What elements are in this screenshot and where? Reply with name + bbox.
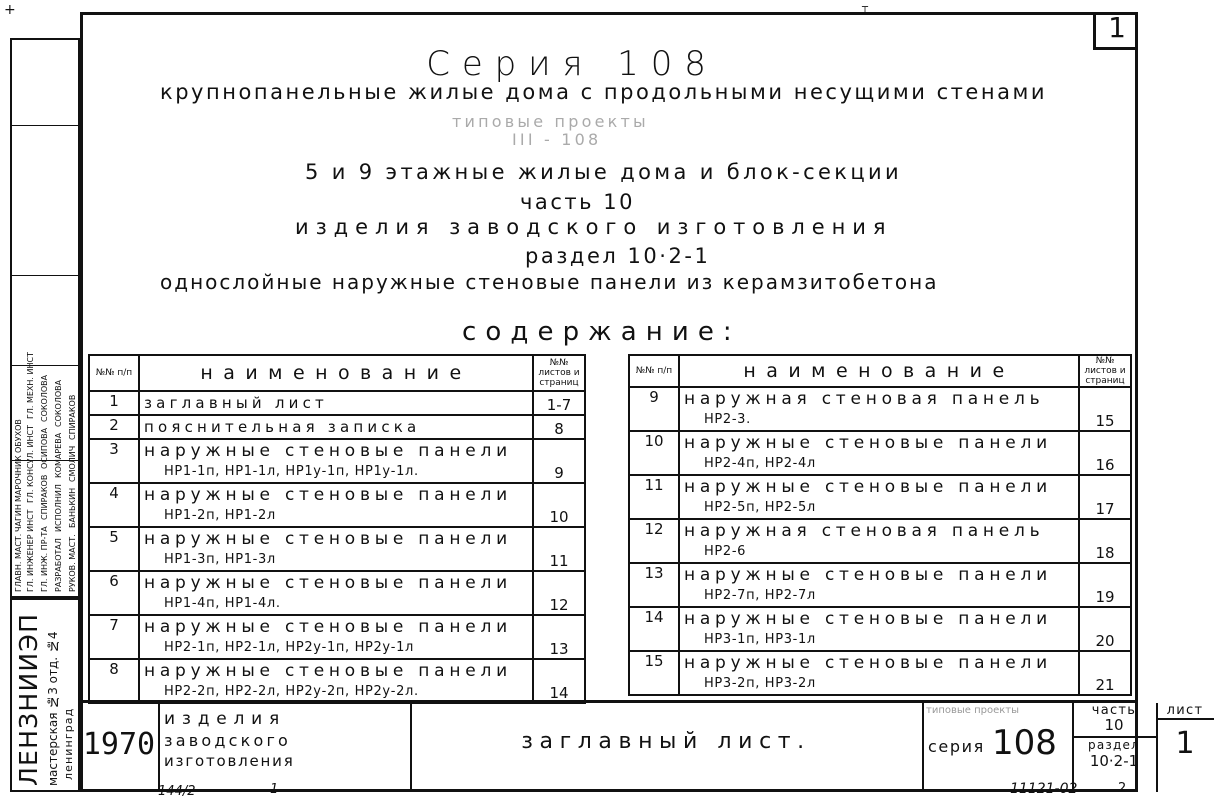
table-row <box>89 391 585 415</box>
side-role: РАЗРАБОТАЛ <box>54 538 63 592</box>
table-row <box>89 571 585 615</box>
row-name: наружные стеновые панели <box>684 477 1052 497</box>
series-faint-label: типовые проекты <box>926 705 1020 716</box>
title-block <box>80 700 1204 792</box>
row-cell <box>679 519 1079 563</box>
row-number: 6 <box>89 571 139 615</box>
side-role: ГЛАВН. МАСТ. <box>14 533 23 592</box>
row-name: наружные стеновые панели <box>684 609 1052 629</box>
org-block <box>10 598 80 792</box>
side-name: ОБУХОВ <box>14 419 23 454</box>
row-page: 8 <box>533 415 585 439</box>
row-name: наружная стеновая панель <box>684 389 1045 409</box>
row-sub: НР1-4п, НР1-4л. <box>164 596 281 611</box>
row-page: 13 <box>533 615 585 659</box>
section-title: раздел 10·2-1 <box>525 244 711 268</box>
row-number: 7 <box>89 615 139 659</box>
section-number: 10·2-1 <box>1089 752 1139 770</box>
table-row <box>89 615 585 659</box>
row-sub: НР2-3. <box>704 412 751 427</box>
subtitle-line4: однослойные наружные стеновые панели из керамзитобетона <box>160 270 939 294</box>
row-number: 10 <box>629 431 679 475</box>
row-name: наружные стеновые панели <box>684 653 1052 673</box>
header-pages: №№ листов и страниц <box>533 355 585 391</box>
side-rows-4 <box>54 44 63 592</box>
table-row <box>89 483 585 527</box>
contents-heading: содержание: <box>462 317 741 347</box>
series-number: 108 <box>992 723 1057 763</box>
product-line3: изготовления <box>164 752 295 770</box>
org-name: ЛЕНЗНИИЭП <box>14 612 43 786</box>
row-cell <box>139 615 533 659</box>
corner-mark-left: + <box>4 2 16 18</box>
org-city: ленинград <box>62 707 75 780</box>
row-name: наружные стеновые панели <box>144 661 512 681</box>
header-name: наименование <box>139 355 533 391</box>
side-name: ОСИПОВА <box>40 427 49 469</box>
table-row <box>629 519 1131 563</box>
row-sub: НР3-2п, НР3-2л <box>704 676 816 691</box>
side-name: СОКОЛОВА <box>54 379 63 427</box>
sheet-title-cell <box>410 703 924 792</box>
row-page: 20 <box>1079 607 1131 651</box>
header-pages: №№ листов и страниц <box>1079 355 1131 387</box>
sheet-title: заглавный лист. <box>521 729 811 754</box>
row-number: 11 <box>629 475 679 519</box>
footer-left-note: 144/2 <box>158 784 196 799</box>
side-role: ГЛ. МЕХН. ИНСТ <box>26 352 35 420</box>
row-cell <box>679 475 1079 519</box>
product-cell <box>158 703 412 792</box>
row-page: 15 <box>1079 387 1131 431</box>
row-cell <box>679 651 1079 695</box>
row-page: 17 <box>1079 475 1131 519</box>
row-page: 14 <box>533 659 585 703</box>
section-label: раздел <box>1088 738 1140 752</box>
row-number: 15 <box>629 651 679 695</box>
row-page: 11 <box>533 527 585 571</box>
faint-title-1: типовые проекты <box>452 112 649 131</box>
side-rows-2 <box>26 44 35 592</box>
subtitle-line1: крупнопанельные жилые дома с продольными несущими стенами <box>160 80 1048 104</box>
row-page: 18 <box>1079 519 1131 563</box>
table-row <box>629 607 1131 651</box>
row-page: 1-7 <box>533 391 585 415</box>
side-name: СМОЛИЧ <box>68 445 77 483</box>
row-sub: НР2-1п, НР2-1л, НР2у-1п, НР2у-1л <box>164 640 414 655</box>
row-number: 2 <box>89 415 139 439</box>
row-name: наружные стеновые панели <box>144 485 512 505</box>
side-role: ИСПОЛНИЛ <box>54 484 63 533</box>
side-name: БАНЬКИН <box>68 488 77 529</box>
table-row <box>89 659 585 703</box>
row-name: наружные стеновые панели <box>684 565 1052 585</box>
row-sub: НР2-7п, НР2-7л <box>704 588 816 603</box>
row-number: 12 <box>629 519 679 563</box>
table-row <box>629 651 1131 695</box>
part-cell <box>1072 703 1158 792</box>
subtitle-line3: изделия заводского изготовления <box>295 215 893 239</box>
row-page: 21 <box>1079 651 1131 695</box>
row-sub: НР2-4п, НР2-4л <box>704 456 816 471</box>
org-dept: мастерская №3 отд. №4 <box>46 631 60 786</box>
row-number: 3 <box>89 439 139 483</box>
side-role: ГЛ. ИНЖЕНЕР ИНСТ <box>26 509 35 592</box>
subtitle-line2: 5 и 9 этажные жилые дома и блок-секции <box>305 160 902 184</box>
row-number: 13 <box>629 563 679 607</box>
row-page: 10 <box>533 483 585 527</box>
row-number: 8 <box>89 659 139 703</box>
table-row <box>89 527 585 571</box>
row-sub: НР1-2п, НР1-2л <box>164 508 276 523</box>
row-page: 16 <box>1079 431 1131 475</box>
footer-mid-note: 1 <box>270 782 279 797</box>
row-cell <box>139 439 533 483</box>
table-row <box>629 387 1131 431</box>
row-cell <box>679 563 1079 607</box>
corner-mark-right: ┬ <box>862 2 869 13</box>
row-sub: НР3-1п, НР3-1л <box>704 632 816 647</box>
row-name: наружные стеновые панели <box>684 433 1052 453</box>
row-cell <box>679 607 1079 651</box>
part-number: 10 <box>1104 716 1124 734</box>
side-rows-3 <box>40 44 49 592</box>
row-page: 9 <box>533 439 585 483</box>
header-num: №№ п/п <box>89 355 139 391</box>
part-title: часть 10 <box>520 190 635 214</box>
row-cell <box>139 659 533 703</box>
row-cell <box>679 387 1079 431</box>
row-sub: НР1-3п, НР1-3л <box>164 552 276 567</box>
series-cell <box>922 703 1074 792</box>
row-name: наружные стеновые панели <box>144 441 512 461</box>
table-header <box>89 355 585 391</box>
side-role: ГЛ. ИНЖ. ПР-ТА <box>40 526 49 592</box>
header-num: №№ п/п <box>629 355 679 387</box>
row-cell <box>139 527 533 571</box>
table-row <box>89 439 585 483</box>
side-name: ЧАГИН <box>14 503 23 532</box>
side-name: СОКОЛОВА <box>40 374 49 422</box>
row-page: 19 <box>1079 563 1131 607</box>
footer-corner-note: 2 <box>1118 781 1127 796</box>
list-cell <box>1156 703 1214 792</box>
list-number: 1 <box>1175 726 1195 761</box>
table-row <box>629 475 1131 519</box>
row-page: 12 <box>533 571 585 615</box>
row-number: 9 <box>629 387 679 431</box>
row-name: пояснительная записка <box>139 415 533 439</box>
side-signature-block <box>10 38 80 598</box>
row-cell <box>679 431 1079 475</box>
contents-table-left <box>88 354 586 704</box>
contents-table-right <box>628 354 1132 696</box>
row-cell <box>139 571 533 615</box>
year-cell <box>80 703 160 792</box>
side-role: ГЛ. КОНСУЛ. ИНСТ <box>26 425 35 504</box>
faint-title-2: III - 108 <box>512 130 602 149</box>
year: 1970 <box>82 727 156 762</box>
side-rows-5 <box>68 44 77 592</box>
part-label: часть <box>1091 703 1137 718</box>
side-name: МАРОЧНИК <box>14 455 23 502</box>
table-row <box>89 415 585 439</box>
row-name: наружная стеновая панель <box>684 521 1045 541</box>
side-name: СПИРАКОВ <box>40 474 49 521</box>
table-row <box>629 563 1131 607</box>
row-sub: НР2-2п, НР2-2л, НР2у-2п, НР2у-2л. <box>164 684 419 699</box>
row-number: 14 <box>629 607 679 651</box>
table-row <box>629 431 1131 475</box>
footer-right-note: 11121-02 <box>1010 781 1078 797</box>
row-name: наружные стеновые панели <box>144 573 512 593</box>
side-rows <box>14 44 23 592</box>
row-cell <box>139 483 533 527</box>
side-role: РУКОВ. МАСТ. <box>68 534 77 592</box>
row-number: 4 <box>89 483 139 527</box>
sheet-number: 1 <box>1108 11 1126 44</box>
row-name: наружные стеновые панели <box>144 529 512 549</box>
product-line2: заводского <box>164 731 292 750</box>
side-name: КОМАРЕВА <box>54 432 63 479</box>
product-line1: изделия <box>164 709 287 729</box>
row-sub: НР2-6 <box>704 544 747 559</box>
header-name: наименование <box>679 355 1079 387</box>
series-label: серия <box>928 737 985 756</box>
table-header <box>629 355 1131 387</box>
side-name: СПИРАКОВ <box>68 394 77 440</box>
row-sub: НР1-1п, НР1-1л, НР1у-1п, НР1у-1л. <box>164 464 419 479</box>
row-number: 1 <box>89 391 139 415</box>
row-name: наружные стеновые панели <box>144 617 512 637</box>
series-title: Серия 108 <box>426 44 718 84</box>
row-number: 5 <box>89 527 139 571</box>
row-sub: НР2-5п, НР2-5л <box>704 500 816 515</box>
row-name: заглавный лист <box>139 391 533 415</box>
list-label: лист <box>1156 703 1214 720</box>
